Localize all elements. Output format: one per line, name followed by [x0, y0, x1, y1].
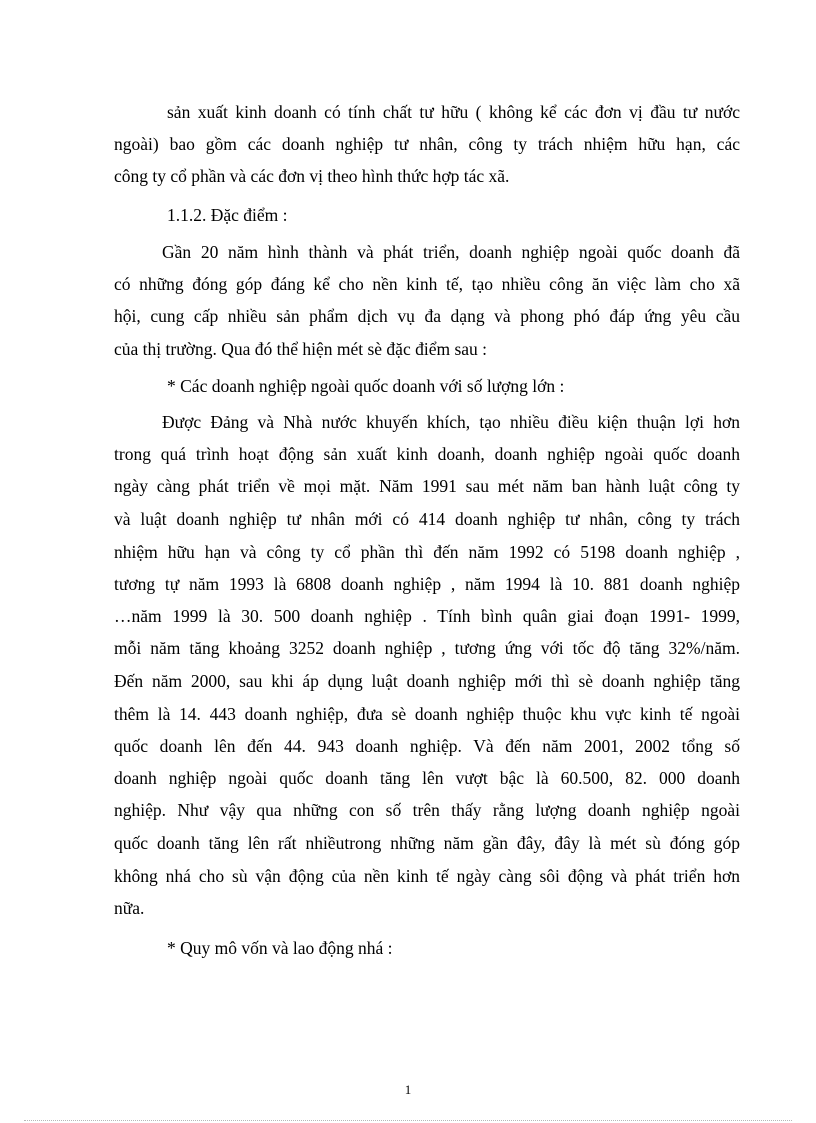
section-heading: 1.1.2. Đặc điểm :: [167, 205, 288, 225]
paragraph-line: quốc doanh lên đến 44. 943 doanh nghiệp. Và đến năm 2001, 2002 tổng số: [114, 736, 740, 756]
paragraph-line: và luật doanh nghiệp tư nhân mới có 414 doanh nghiệp tư nhân, công ty trách: [114, 509, 740, 529]
paragraph-line: nghiệp. Như vậy qua những con số trên thấy rằng lượng doanh nghiệp ngoài: [114, 800, 740, 820]
paragraph-line: không nhá cho sù vận động của nền kinh tế ngày càng sôi động và phát triển hơn: [114, 866, 740, 886]
bullet-heading: * Quy mô vốn và lao động nhá :: [167, 938, 393, 958]
paragraph-line: của thị trường. Qua đó thể hiện mét sè đặc điểm sau :: [114, 339, 488, 359]
paragraph-line: Được Đảng và Nhà nước khuyến khích, tạo nhiều điều kiện thuận lợi hơn: [162, 412, 740, 432]
page-number: 1: [404, 1082, 412, 1097]
bullet-heading: * Các doanh nghiệp ngoài quốc doanh với số lượng lớn :: [167, 376, 565, 396]
paragraph-line: thêm là 14. 443 doanh nghiệp, đưa sè doanh nghiệp thuộc khu vực kinh tế ngoài: [114, 704, 740, 724]
paragraph-line: ngày càng phát triển về mọi mặt. Năm 1991 sau mét năm ban hành luật công ty: [114, 476, 740, 496]
paragraph-line: quốc doanh tăng lên rất nhiềutrong những năm gần đây, đây là mét sù đóng góp: [114, 833, 740, 853]
paragraph-line: nhiệm hữu hạn và công ty cổ phần thì đến năm 1992 có 5198 doanh nghiệp ,: [114, 542, 740, 562]
paragraph-line: mỗi năm tăng khoảng 3252 doanh nghiệp , tương ứng với tốc độ tăng 32%/năm.: [114, 638, 740, 658]
paragraph-line: có những đóng góp đáng kể cho nền kinh tế, tạo nhiều công ăn việc làm cho xã: [114, 274, 740, 294]
paragraph-line: Đến năm 2000, sau khi áp dụng luật doanh nghiệp mới thì sè doanh nghiệp tăng: [114, 671, 740, 691]
paragraph-line: tương tự năm 1993 là 6808 doanh nghiệp , năm 1994 là 10. 881 doanh nghiệp: [114, 574, 740, 594]
paragraph-line: doanh nghiệp ngoài quốc doanh tăng lên vượt bậc là 60.500, 82. 000 doanh: [114, 768, 740, 788]
paragraph-line: Gần 20 năm hình thành và phát triển, doanh nghiệp ngoài quốc doanh đã: [162, 242, 740, 262]
footer-divider: [24, 1120, 792, 1121]
paragraph-line: …năm 1999 là 30. 500 doanh nghiệp . Tính bình quân giai đoạn 1991- 1999,: [114, 606, 740, 626]
paragraph-line: sản xuất kinh doanh có tính chất tư hữu ( không kể các đơn vị đầu tư nước: [167, 102, 740, 122]
paragraph-line: ngoài) bao gồm các doanh nghiệp tư nhân, công ty trách nhiệm hữu hạn, các: [114, 134, 740, 154]
paragraph-line: công ty cổ phần và các đơn vị theo hình thức hợp tác xã.: [114, 166, 510, 186]
paragraph-line: nữa.: [114, 898, 145, 918]
paragraph-line: trong quá trình hoạt động sản xuất kinh doanh, doanh nghiệp ngoài quốc doanh: [114, 444, 740, 464]
paragraph-line: hội, cung cấp nhiều sản phẩm dịch vụ đa dạng và phong phó đáp ứng yêu cầu: [114, 306, 740, 326]
